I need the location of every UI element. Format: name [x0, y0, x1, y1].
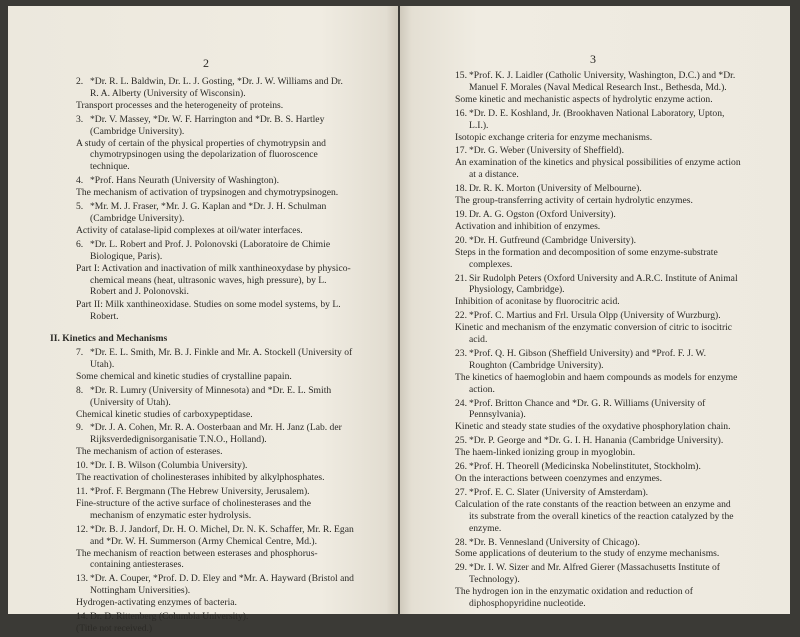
- entry-title: Fine-structure of the active surface of cholinesterases and the mechanism of enzymatic ester hydrolysis.: [76, 497, 311, 521]
- entry-authors: Dr. D. Rittenberg (Columbia University).: [90, 611, 249, 623]
- entry-authors: *Dr. I. B. Wilson (Columbia University).: [90, 460, 248, 472]
- entry-authors: *Dr. B. J. Jandorf, Dr. H. O. Michel, Dr. N. K. Schaffer, Mr. R. Egan and *Dr. W. H. Summerson (Army Chemical Centre, Md.).: [90, 523, 354, 547]
- list-item: [455, 348, 741, 396]
- list-item: [76, 114, 354, 174]
- list-item: [455, 235, 741, 271]
- entry-number: 18.: [455, 183, 467, 195]
- entry-part-2: Part II: Milk xanthineoxidase. Studies on some model systems, by L. Robert.: [76, 299, 341, 323]
- entry-authors: *Mr. M. J. Fraser, *Mr. J. G. Kaplan and *Dr. J. H. Schulman (Cambridge University).: [90, 201, 327, 224]
- entry-authors: *Prof. Britton Chance and *Dr. G. R. Williams (University of Pennsylvania).: [469, 397, 706, 421]
- list-item: [455, 310, 741, 346]
- entry-title: Calculation of the rate constants of the reaction between an enzyme and its substrate from the overall kinetics of the reaction catalyzed by the enzyme.: [455, 498, 734, 534]
- entry-title: Inhibition of aconitase by fluorocitric acid.: [455, 296, 620, 308]
- entry-authors: *Dr. R. L. Baldwin, Dr. L. J. Gosting, *Dr. J. W. Williams and Dr. R. A. Alberty (University of Wisconsin).: [90, 76, 343, 99]
- entries-list: [50, 76, 354, 637]
- entry-title: A study of certain of the physical properties of chymotrypsin and chymotrypsinogen using the depolarization of fluoroscence technique.: [76, 137, 326, 173]
- list-item: [76, 347, 354, 383]
- entry-title: Kinetic and steady state studies of the oxydative phosphorylation chain.: [455, 421, 731, 433]
- page-number: 3: [590, 52, 596, 66]
- entry-title: The mechanism of reaction between esterases and phosphorus-containing antiesterases.: [76, 547, 318, 571]
- list-item: [76, 486, 354, 522]
- entry-title: Some chemical and kinetic studies of crystalline papain.: [76, 370, 292, 382]
- entry-authors: *Dr. L. Robert and Prof. J. Polonovski (Laboratoire de Chimie Biologique, Paris).: [90, 238, 331, 262]
- list-item: [455, 487, 741, 535]
- entry-number: 17.: [455, 145, 467, 157]
- entry-authors: *Dr. A. Couper, *Prof. D. D. Eley and *Mr. A. Hayward (Bristol and Nottingham Universities).: [90, 573, 354, 597]
- entry-title: Kinetic and mechanism of the enzymatic conversion of citric to isocitric acid.: [455, 322, 733, 346]
- entry-number: 26.: [455, 461, 467, 473]
- entry-title: The hydrogen ion in the enzymatic oxidation and reduction of diphosphopyridine nucleotide.: [455, 586, 693, 610]
- entry-title: Chemical kinetic studies of carboxypeptidase.: [76, 408, 253, 420]
- entry-title: The mechanism of action of esterases.: [76, 446, 223, 458]
- entry-title: The group-transferring activity of certain hydrolytic enzymes.: [455, 195, 693, 207]
- left-page: [8, 6, 398, 634]
- entry-number: 20.: [455, 234, 467, 246]
- entry-title: Steps in the formation and decomposition of some enzyme-substrate complexes.: [455, 246, 718, 270]
- list-item: [455, 562, 741, 610]
- entry-number: 13.: [76, 573, 88, 585]
- entry-number: 24.: [455, 397, 467, 409]
- entry-number: 22.: [455, 310, 467, 322]
- list-item: [455, 273, 741, 309]
- entry-title: (Title not received.): [76, 622, 153, 634]
- entry-authors: *Prof. E. C. Slater (University of Amsterdam).: [469, 486, 649, 498]
- entry-authors: *Dr. D. E. Koshland, Jr. (Brookhaven National Laboratory, Upton, L.I.).: [469, 107, 725, 131]
- entry-authors: *Dr. G. Weber (University of Sheffield).: [469, 145, 625, 157]
- list-item: [76, 460, 354, 484]
- section-heading: II. Kinetics and Mechanisms: [50, 333, 168, 345]
- entry-number: 2.: [76, 76, 84, 87]
- entries-list: [455, 70, 741, 612]
- list-item: [76, 611, 354, 635]
- entry-authors: *Prof. C. Martius and Frl. Ursula Olpp (University of Wurzburg).: [469, 310, 721, 322]
- list-item: [76, 175, 354, 199]
- entry-number: 25.: [455, 435, 467, 447]
- entry-authors: Sir Rudolph Peters (Oxford University and A.R.C. Institute of Animal Physiology, Cambridge).: [469, 272, 738, 296]
- entry-authors: *Prof. Hans Neurath (University of Washington).: [90, 175, 280, 187]
- list-item: [455, 183, 741, 207]
- entry-title: The kinetics of haemoglobin and haem compounds as models for enzyme action.: [455, 371, 738, 395]
- entry-authors: *Dr. V. Massey, *Dr. W. F. Harrington and *Dr. B. S. Hartley (Cambridge University).: [90, 113, 325, 137]
- entry-number: 10.: [76, 460, 88, 472]
- list-item: [455, 435, 741, 459]
- entry-authors: *Dr. H. Gutfreund (Cambridge University).: [469, 234, 637, 246]
- list-item: [455, 398, 741, 434]
- list-item: [76, 524, 354, 572]
- entry-number: 5.: [76, 201, 84, 213]
- entry-number: 11.: [76, 486, 88, 497]
- entry-title: Some applications of deuterium to the study of enzyme mechanisms.: [455, 548, 720, 560]
- right-page: [400, 6, 790, 614]
- entry-number: 29.: [455, 562, 467, 574]
- entry-authors: *Dr. P. George and *Dr. G. I. H. Hanania (Cambridge University).: [469, 435, 724, 447]
- entry-title: Hydrogen-activating enzymes of bacteria.: [76, 597, 237, 609]
- entry-title: An examination of the kinetics and physical possibilities of enzyme action at a distance.: [455, 157, 741, 181]
- entry-number: 14.: [76, 611, 88, 623]
- list-item: [455, 70, 741, 106]
- entry-number: 15.: [455, 70, 467, 81]
- entry-authors: *Dr. J. A. Cohen, Mr. R. A. Oosterbaan and Mr. H. Janz (Lab. der Rijksverdedignisorganisatie T.N.O., Holland).: [90, 422, 342, 446]
- entry-number: 7.: [76, 347, 84, 359]
- entry-authors: *Prof. F. Bergmann (The Hebrew University, Jerusalem).: [90, 486, 310, 497]
- list-item: [455, 108, 741, 144]
- entry-authors: *Dr. I. W. Sizer and Mr. Alfred Gierer (Massachusetts Institute of Technology).: [469, 562, 720, 586]
- list-item: [76, 385, 354, 421]
- list-item: [76, 76, 354, 112]
- entry-authors: *Dr. R. Lumry (University of Minnesota) and *Dr. E. L. Smith (University of Utah).: [90, 384, 332, 408]
- entry-authors: Dr. A. G. Ogston (Oxford University).: [469, 208, 616, 220]
- entry-number: 6.: [76, 238, 84, 250]
- list-item: [76, 239, 354, 323]
- entry-title: Transport processes and the heterogeneity of proteins.: [76, 99, 284, 111]
- entry-title: Activation and inhibition of enzymes.: [455, 220, 601, 232]
- entry-number: 9.: [76, 422, 84, 434]
- list-item: [455, 537, 741, 561]
- entry-title: On the interactions between coenzymes and enzymes.: [455, 473, 662, 484]
- entry-title: Some kinetic and mechanistic aspects of hydrolytic enzyme action.: [455, 93, 713, 105]
- entry-authors: *Prof. H. Theorell (Medicinska Nobelinstitutet, Stockholm).: [469, 461, 701, 473]
- entry-number: 19.: [455, 208, 467, 220]
- entry-number: 16.: [455, 107, 467, 119]
- entry-title: Part I: Activation and inactivation of milk xanthineoxydase by physico-chemical means (heat, ultrasonic waves, high pressure), by L. Robert and J. Polonovski.: [76, 262, 351, 298]
- entry-number: 3.: [76, 113, 84, 125]
- entry-number: 28.: [455, 536, 467, 548]
- entry-authors: *Dr. E. L. Smith, Mr. B. J. Finkle and Mr. A. Stockell (University of Utah).: [90, 347, 353, 370]
- list-item: [455, 145, 741, 181]
- entry-number: 4.: [76, 175, 84, 187]
- list-item: [76, 201, 354, 237]
- list-item: [76, 422, 354, 458]
- entry-title: The reactivation of cholinesterases inhibited by alkylphosphates.: [76, 472, 325, 484]
- entry-number: 12.: [76, 523, 88, 535]
- entry-number: 23.: [455, 347, 467, 359]
- entry-number: 8.: [76, 384, 84, 396]
- entry-title: Activity of catalase-lipid complexes at oil/water interfaces.: [76, 224, 303, 236]
- entry-authors: *Dr. B. Vennesland (University of Chicago).: [469, 536, 640, 548]
- list-item: [455, 461, 741, 485]
- entry-authors: Dr. R. K. Morton (University of Melbourne).: [469, 183, 642, 195]
- entry-authors: *Prof. K. J. Laidler (Catholic University, Washington, D.C.) and *Dr. Manuel F. Morales (Naval Medical Research Inst., Bethesda, Md.).: [469, 70, 736, 93]
- entry-title: Isotopic exchange criteria for enzyme mechanisms.: [455, 131, 653, 143]
- entry-title: The haem-linked ionizing group in myoglobin.: [455, 447, 636, 459]
- entry-title: The mechanism of activation of trypsinogen and chymotrypsinogen.: [76, 187, 339, 199]
- list-item: [76, 573, 354, 609]
- entry-number: 21.: [455, 272, 467, 284]
- page-number: 2: [203, 56, 209, 70]
- entry-number: 27.: [455, 486, 467, 498]
- entry-authors: *Prof. Q. H. Gibson (Sheffield University) and *Prof. F. J. W. Roughton (Cambridge University).: [469, 347, 707, 371]
- list-item: [455, 209, 741, 233]
